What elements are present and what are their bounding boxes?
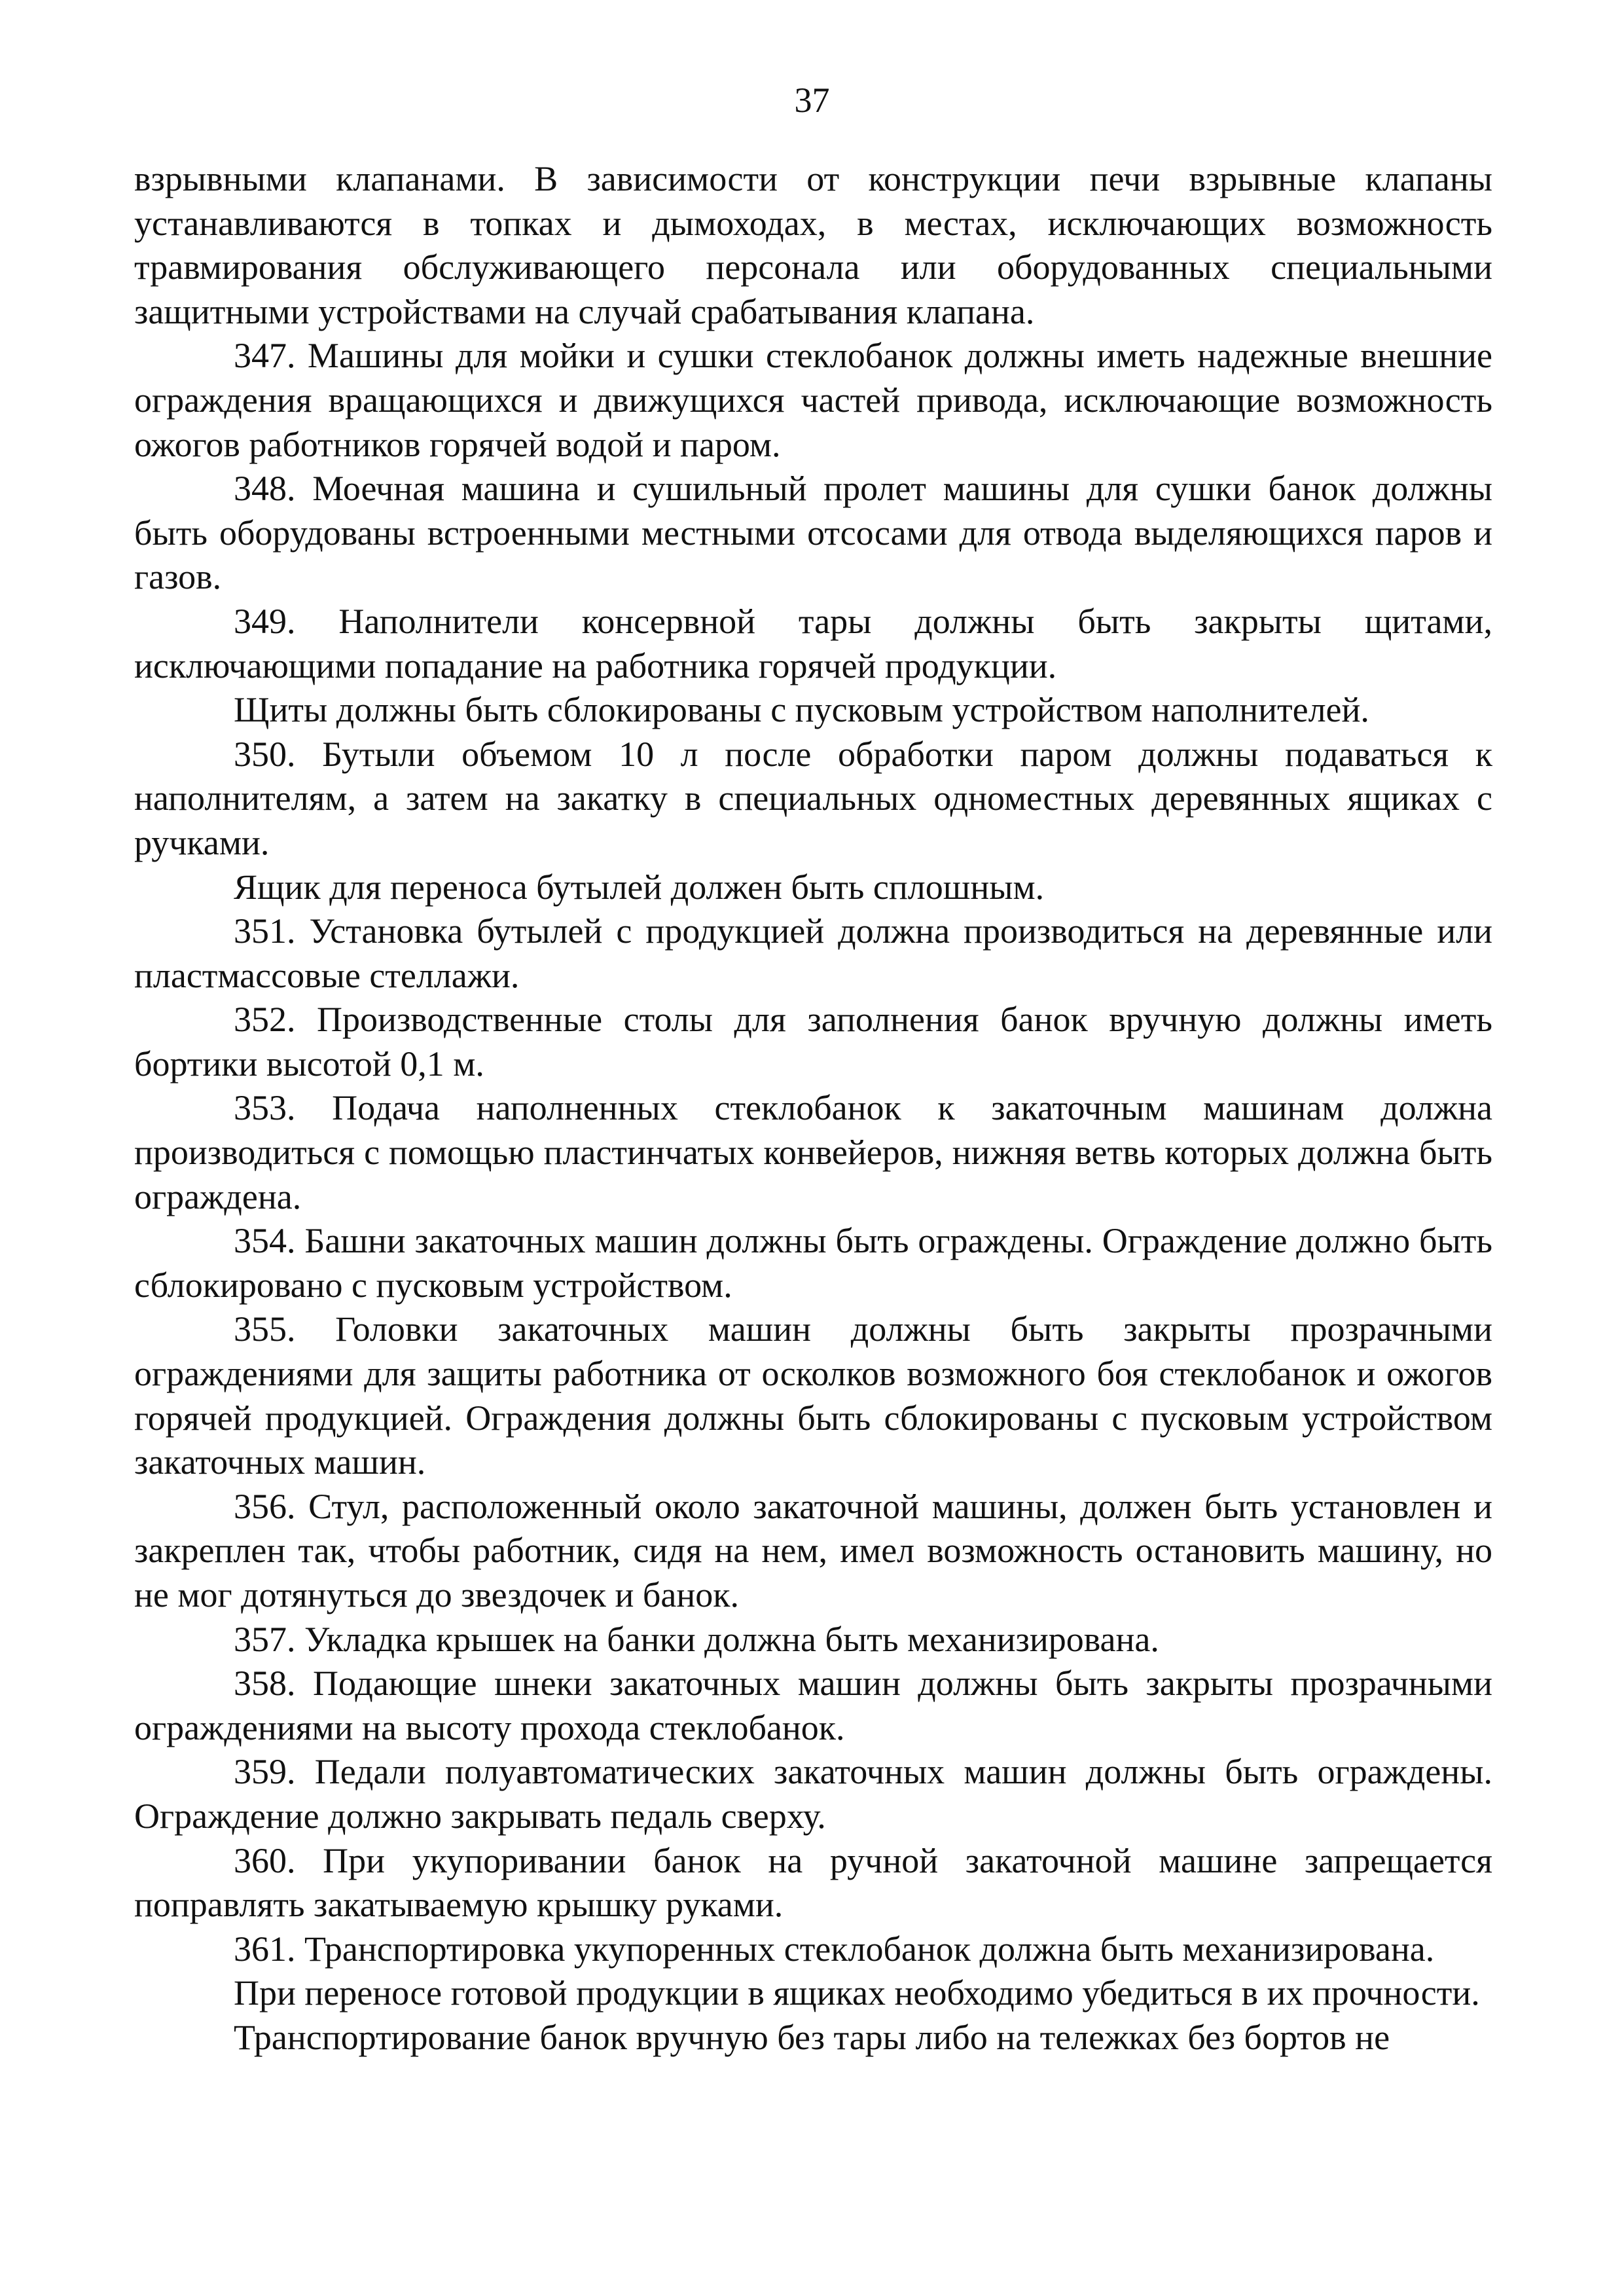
paragraph-356: 356. Стул, расположенный около закаточной машины, должен быть установлен и закреплен так, чтобы работник, сидя на нем, имел возможность остановить машину, но не мог дотянуться до звездочек и банок.: [134, 1486, 1492, 1614]
paragraph-361-strength: При переносе готовой продукции в ящиках необходимо убедиться в их прочности.: [234, 1973, 1480, 2013]
paragraph-350: 350. Бутыли объемом 10 л после обработки паром должны подаваться к наполнителям, а затем на закатку в специальных одноместных деревянных ящиках с ручками.: [134, 734, 1492, 862]
paragraph-359: 359. Педали полуавтоматических закаточных машин должны быть ограждены. Ограждение должно закрывать педаль сверху.: [134, 1752, 1492, 1836]
paragraph-361-transport: Транспортирование банок вручную без тары либо на тележках без бортов не: [234, 2017, 1390, 2057]
paragraph-351: 351. Установка бутылей с продукцией должна производиться на деревянные или пластмассовые стеллажи.: [134, 911, 1492, 995]
paragraph-358: 358. Подающие шнеки закаточных машин должны быть закрыты прозрачными ограждениями на высоту прохода стеклобанок.: [134, 1664, 1492, 1747]
paragraph-348: 348. Моечная машина и сушильный пролет машины для сушки банок должны быть оборудованы встроенными местными отсосами для отвода выделяющихся паров и газов.: [134, 469, 1492, 597]
paragraph-355: 355. Головки закаточных машин должны быть закрыты прозрачными ограждениями для защиты работника от осколков возможного боя стеклобанок и ожогов горячей продукцией. Ограждения должны быть сблокированы с пусковым устройством закаточных машин.: [134, 1309, 1492, 1482]
paragraph-350-box: Ящик для переноса бутылей должен быть сплошным.: [234, 867, 1045, 907]
paragraph-349-shields: Щиты должны быть сблокированы с пусковым устройством наполнителей.: [234, 690, 1369, 730]
paragraph-361: 361. Транспортировка укупоренных стеклобанок должна быть механизирована.: [234, 1929, 1435, 1969]
document-body: [134, 157, 1492, 2060]
paragraph-349: 349. Наполнители консервной тары должны быть закрыты щитами, исключающими попадание на работника горячей продукции.: [134, 601, 1492, 685]
paragraph-360: 360. При укупоривании банок на ручной закаточной машине запрещается поправлять закатываемую крышку руками.: [134, 1840, 1492, 1925]
page-number: 37: [794, 81, 830, 120]
paragraph-357: 357. Укладка крышек на банки должна быть механизирована.: [234, 1619, 1159, 1659]
paragraph-continuation: взрывными клапанами. В зависимости от конструкции печи взрывные клапаны устанавливаются в топках и дымоходах, в местах, исключающих возможность травмирования обслуживающего персонала или оборудованных специальными защитными устройствами на случай срабатывания клапана.: [134, 159, 1492, 331]
paragraph-352: 352. Производственные столы для заполнения банок вручную должны иметь бортики высотой 0,1 м.: [134, 1000, 1492, 1084]
paragraph-353: 353. Подача наполненных стеклобанок к закаточным машинам должна производиться с помощью пластинчатых конвейеров, нижняя ветвь которых должна быть ограждена.: [134, 1088, 1492, 1216]
paragraph-347: 347. Машины для мойки и сушки стеклобанок должны иметь надежные внешние ограждения вращающихся и движущихся частей привода, исключающие возможность ожогов работников горячей водой и паром.: [134, 336, 1492, 464]
paragraph-354: 354. Башни закаточных машин должны быть ограждены. Ограждение должно быть сблокировано с пусковым устройством.: [134, 1221, 1492, 1305]
